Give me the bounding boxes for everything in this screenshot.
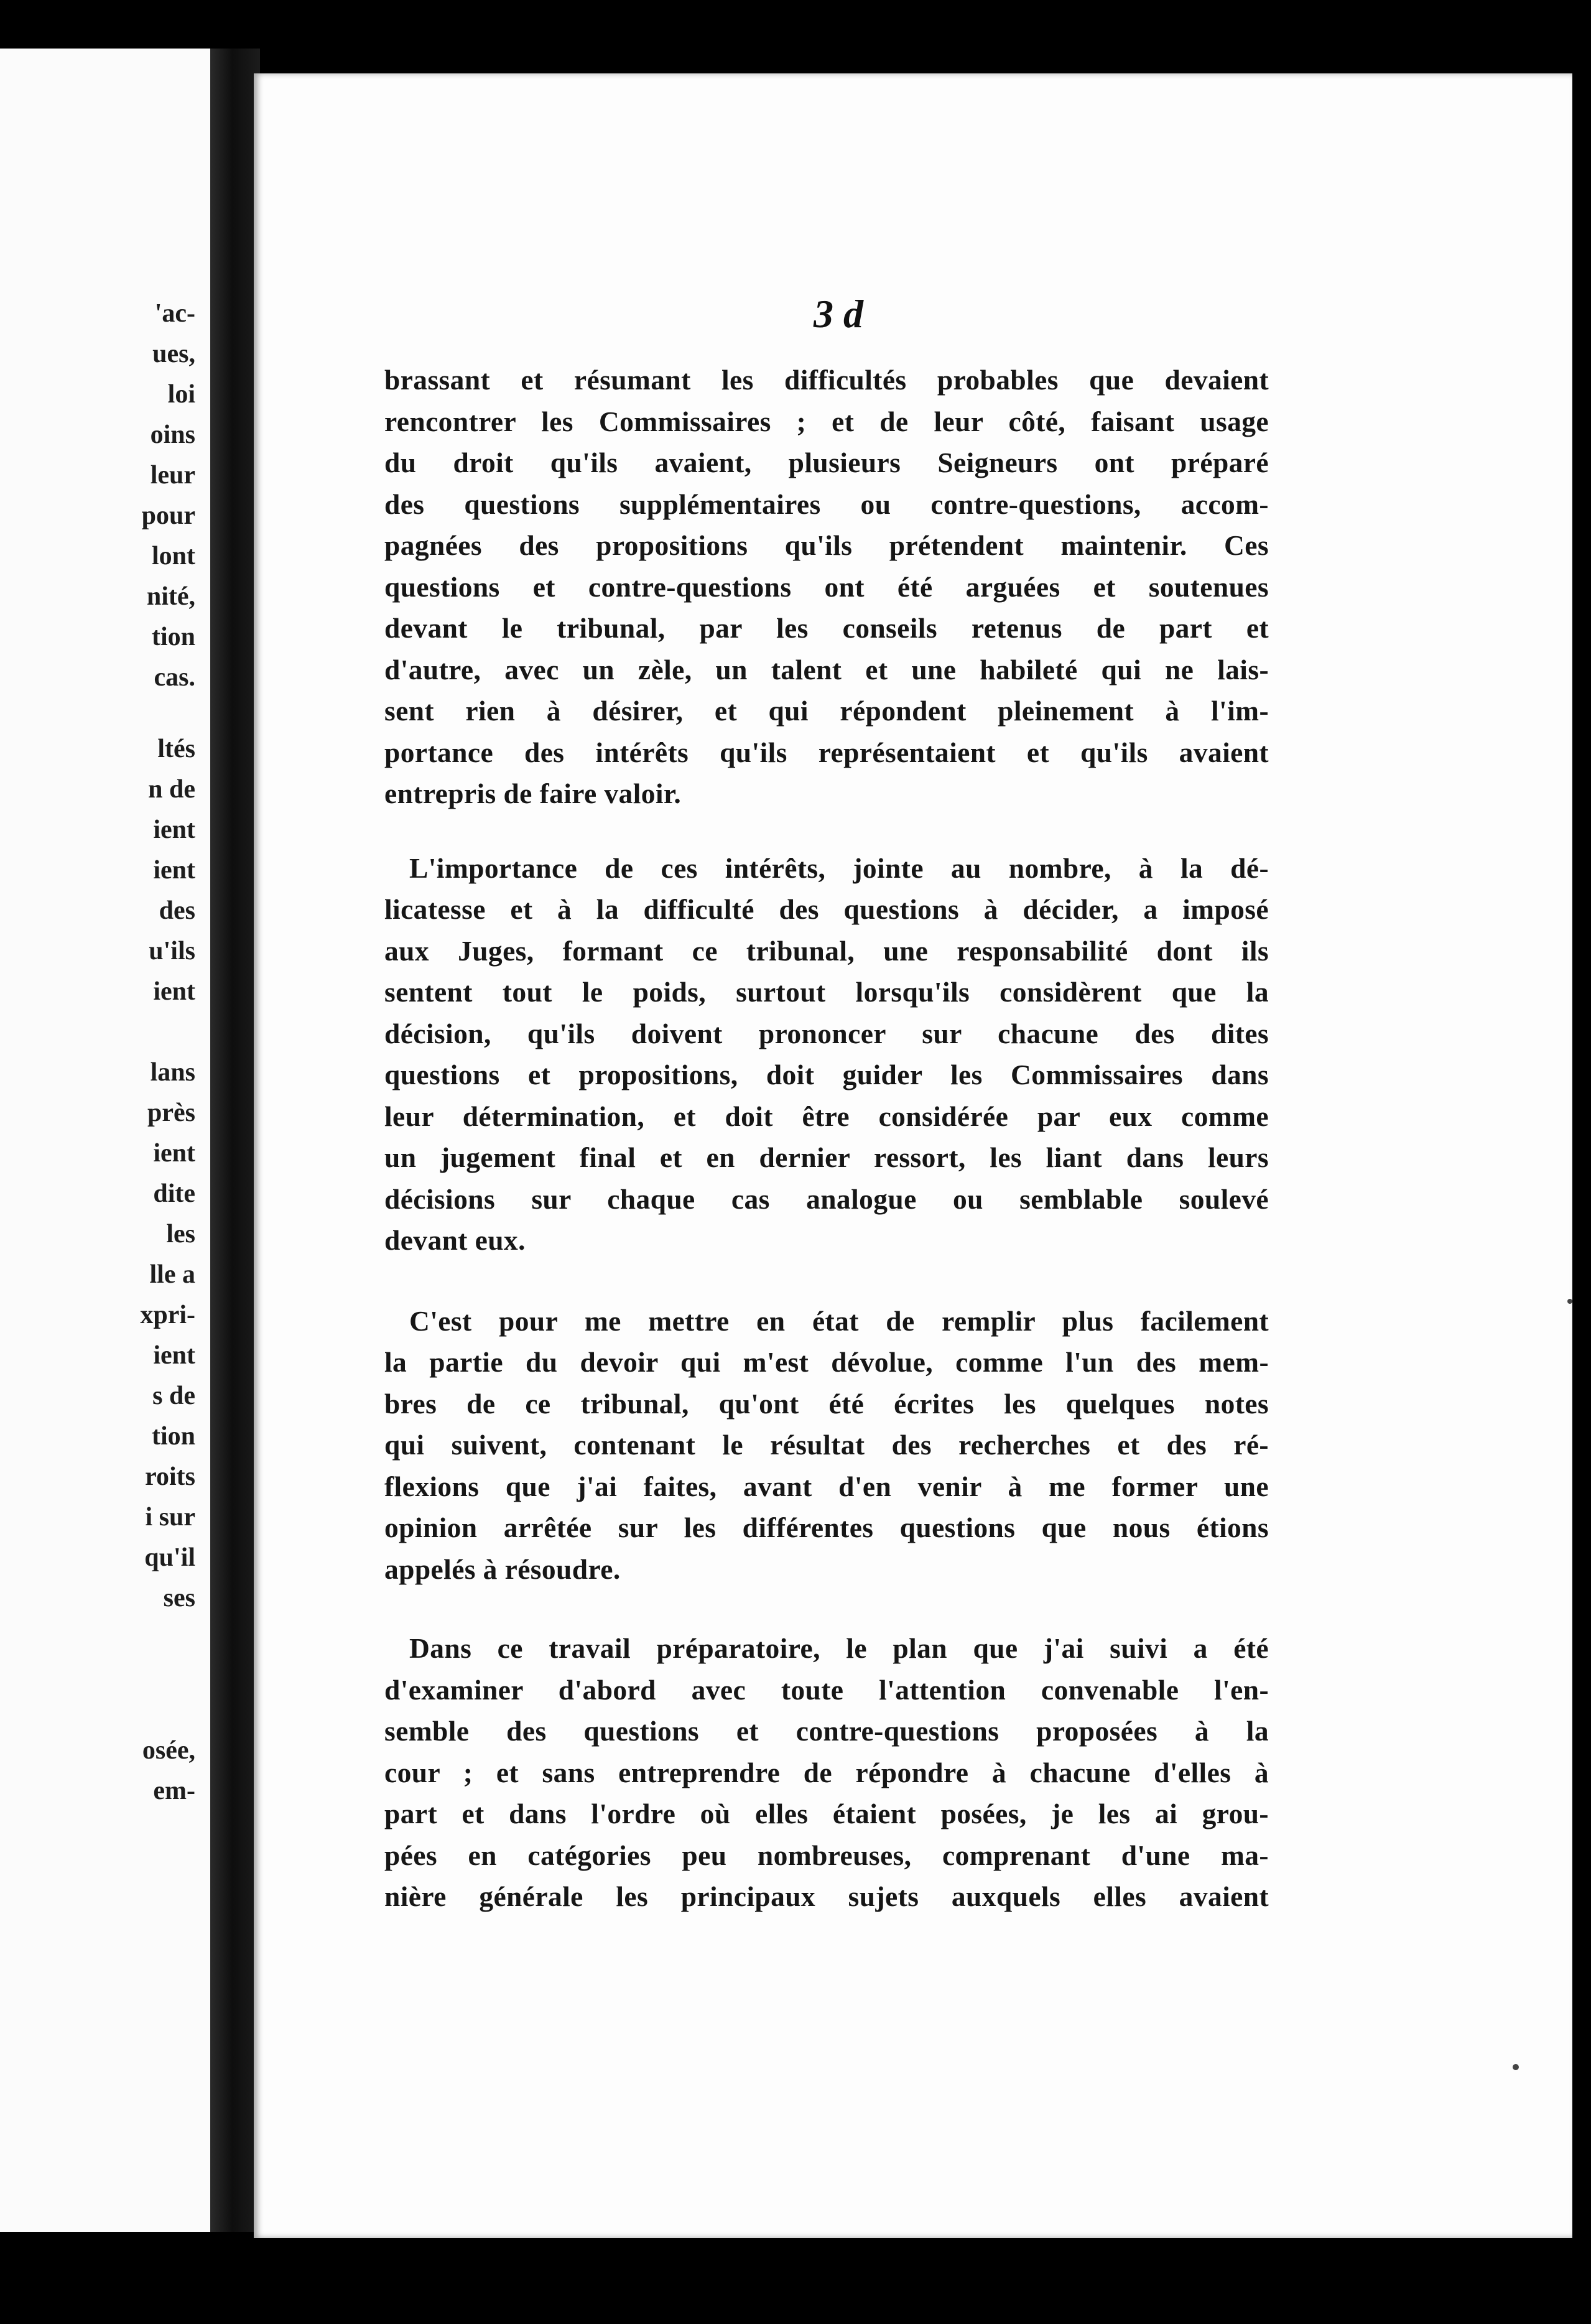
text-line: opinion arrêtée sur les différentes questions que nous étions bbox=[384, 1512, 1269, 1543]
text-line: sent rien à désirer, et qui répondent pleinement à l'im- bbox=[384, 695, 1269, 727]
left-page-fragment: u'ils bbox=[149, 937, 195, 965]
left-page-fragment: pour bbox=[141, 501, 195, 530]
body-text bbox=[384, 360, 1269, 1918]
left-page-fragment: près bbox=[147, 1099, 195, 1127]
text-line: questions et contre-questions ont été arguées et soutenues bbox=[384, 570, 1269, 603]
left-page-fragment: cas. bbox=[154, 663, 195, 692]
text-line: flexions que j'ai faites, avant d'en venir à me former une bbox=[384, 1470, 1269, 1502]
text-line: pagnées des propositions qu'ils prétendent maintenir. Ces bbox=[384, 529, 1269, 561]
left-page-fragment: leur bbox=[150, 461, 195, 490]
left-page-fragment: ltés bbox=[157, 735, 195, 763]
text-line: décisions sur chaque cas analogue ou semblable soulevé bbox=[384, 1183, 1269, 1215]
left-page-fragment: qu'il bbox=[144, 1543, 195, 1572]
text-line: un jugement final et en dernier ressort, les liant dans leurs bbox=[384, 1141, 1269, 1173]
ink-speck bbox=[1567, 1299, 1572, 1304]
text-line: d'autre, avec un zèle, un talent et une habileté qui ne lais- bbox=[384, 653, 1269, 686]
left-page-fragment: roits bbox=[145, 1462, 195, 1491]
left-page-fragment: tion bbox=[151, 1422, 195, 1451]
left-page-fragment: lans bbox=[150, 1058, 195, 1087]
left-page-fragment: lle a bbox=[149, 1260, 195, 1289]
left-page-fragment: 'ac- bbox=[154, 299, 195, 328]
text-line: décision, qu'ils doivent prononcer sur chacune des dites bbox=[384, 1017, 1269, 1049]
paragraph bbox=[384, 1301, 1269, 1591]
text-line: entrepris de faire valoir. bbox=[384, 778, 682, 809]
text-line: d'examiner d'abord avec toute l'attention convenable l'en- bbox=[384, 1673, 1269, 1706]
text-line: des questions supplémentaires ou contre-questions, accom- bbox=[384, 488, 1269, 520]
left-page-fragment: i sur bbox=[145, 1503, 195, 1532]
left-page-fragment: ient bbox=[153, 816, 195, 844]
left-page-edge bbox=[0, 49, 210, 2232]
text-line: appelés à résoudre. bbox=[384, 1553, 621, 1585]
left-page-fragment: ient bbox=[153, 977, 195, 1006]
paragraph bbox=[384, 1628, 1269, 1918]
text-line: du droit qu'ils avaient, plusieurs Seigneurs ont préparé bbox=[384, 447, 1269, 478]
text-line: aux Juges, formant ce tribunal, une responsabilité dont ils bbox=[384, 934, 1269, 967]
paragraph bbox=[384, 360, 1269, 815]
left-page-fragment: lont bbox=[151, 542, 195, 570]
book-gutter bbox=[210, 49, 260, 2232]
text-line: pées en catégories peu nombreuses, comprenant d'une ma- bbox=[384, 1839, 1269, 1871]
text-line: Dans ce travail préparatoire, le plan que j'ai suivi a été bbox=[409, 1632, 1269, 1664]
paragraph bbox=[384, 848, 1269, 1262]
text-line: nière générale les principaux sujets auxquels elles avaient bbox=[384, 1880, 1269, 1912]
page-number: 3 d bbox=[814, 292, 863, 336]
left-page-fragment: em- bbox=[153, 1777, 195, 1805]
left-page-fragment: loi bbox=[167, 380, 195, 409]
text-line: C'est pour me mettre en état de remplir plus facilement bbox=[409, 1304, 1269, 1337]
left-page-fragment: xpri- bbox=[140, 1301, 195, 1329]
left-page-fragment: des bbox=[159, 896, 195, 925]
text-line: questions et propositions, doit guider les Commissaires dans bbox=[384, 1059, 1269, 1090]
text-line: portance des intérêts qu'ils représentaient et qu'ils avaient bbox=[384, 736, 1269, 768]
text-line: sentent tout le poids, surtout lorsqu'ils considèrent que la bbox=[384, 976, 1269, 1008]
left-page-fragment: ient bbox=[153, 1139, 195, 1168]
text-line: part et dans l'ordre où elles étaient posées, je les ai grou- bbox=[384, 1798, 1269, 1829]
text-line: leur détermination, et doit être considérée par eux comme bbox=[384, 1100, 1269, 1132]
text-line: semble des questions et contre-questions proposées à la bbox=[384, 1715, 1269, 1747]
ink-speck bbox=[1513, 2064, 1519, 2070]
text-line: bres de ce tribunal, qu'ont été écrites les quelques notes bbox=[384, 1387, 1269, 1420]
left-page-fragment: s de bbox=[152, 1382, 195, 1410]
left-page-fragment: oins bbox=[150, 421, 195, 449]
left-page-fragment: dite bbox=[153, 1179, 195, 1208]
left-page-fragment: les bbox=[166, 1220, 195, 1248]
text-line: devant eux. bbox=[384, 1224, 526, 1256]
text-line: qui suivent, contenant le résultat des recherches et des ré- bbox=[384, 1429, 1269, 1461]
left-page-fragment: nité, bbox=[146, 582, 195, 611]
left-page-fragment: ient bbox=[153, 856, 195, 885]
left-page-fragment: ient bbox=[153, 1341, 195, 1370]
text-line: rencontrer les Commissaires ; et de leur côté, faisant usage bbox=[384, 405, 1269, 437]
left-page-fragment: n de bbox=[148, 775, 195, 804]
left-page-fragment: ses bbox=[163, 1584, 195, 1612]
left-page-fragment: osée, bbox=[142, 1736, 195, 1765]
text-line: L'importance de ces intérêts, jointe au nombre, à la dé- bbox=[409, 852, 1269, 884]
left-page-fragment: ues, bbox=[152, 340, 195, 368]
text-line: licatesse et à la difficulté des questions à décider, a imposé bbox=[384, 893, 1269, 925]
text-line: cour ; et sans entreprendre de répondre à chacune d'elles à bbox=[384, 1756, 1269, 1788]
text-line: devant le tribunal, par les conseils retenus de part et bbox=[384, 612, 1269, 644]
text-line: brassant et résumant les difficultés probables que devaient bbox=[384, 364, 1269, 396]
text-line: la partie du devoir qui m'est dévolue, comme l'un des mem- bbox=[384, 1346, 1269, 1378]
left-page-fragment: tion bbox=[151, 623, 195, 651]
